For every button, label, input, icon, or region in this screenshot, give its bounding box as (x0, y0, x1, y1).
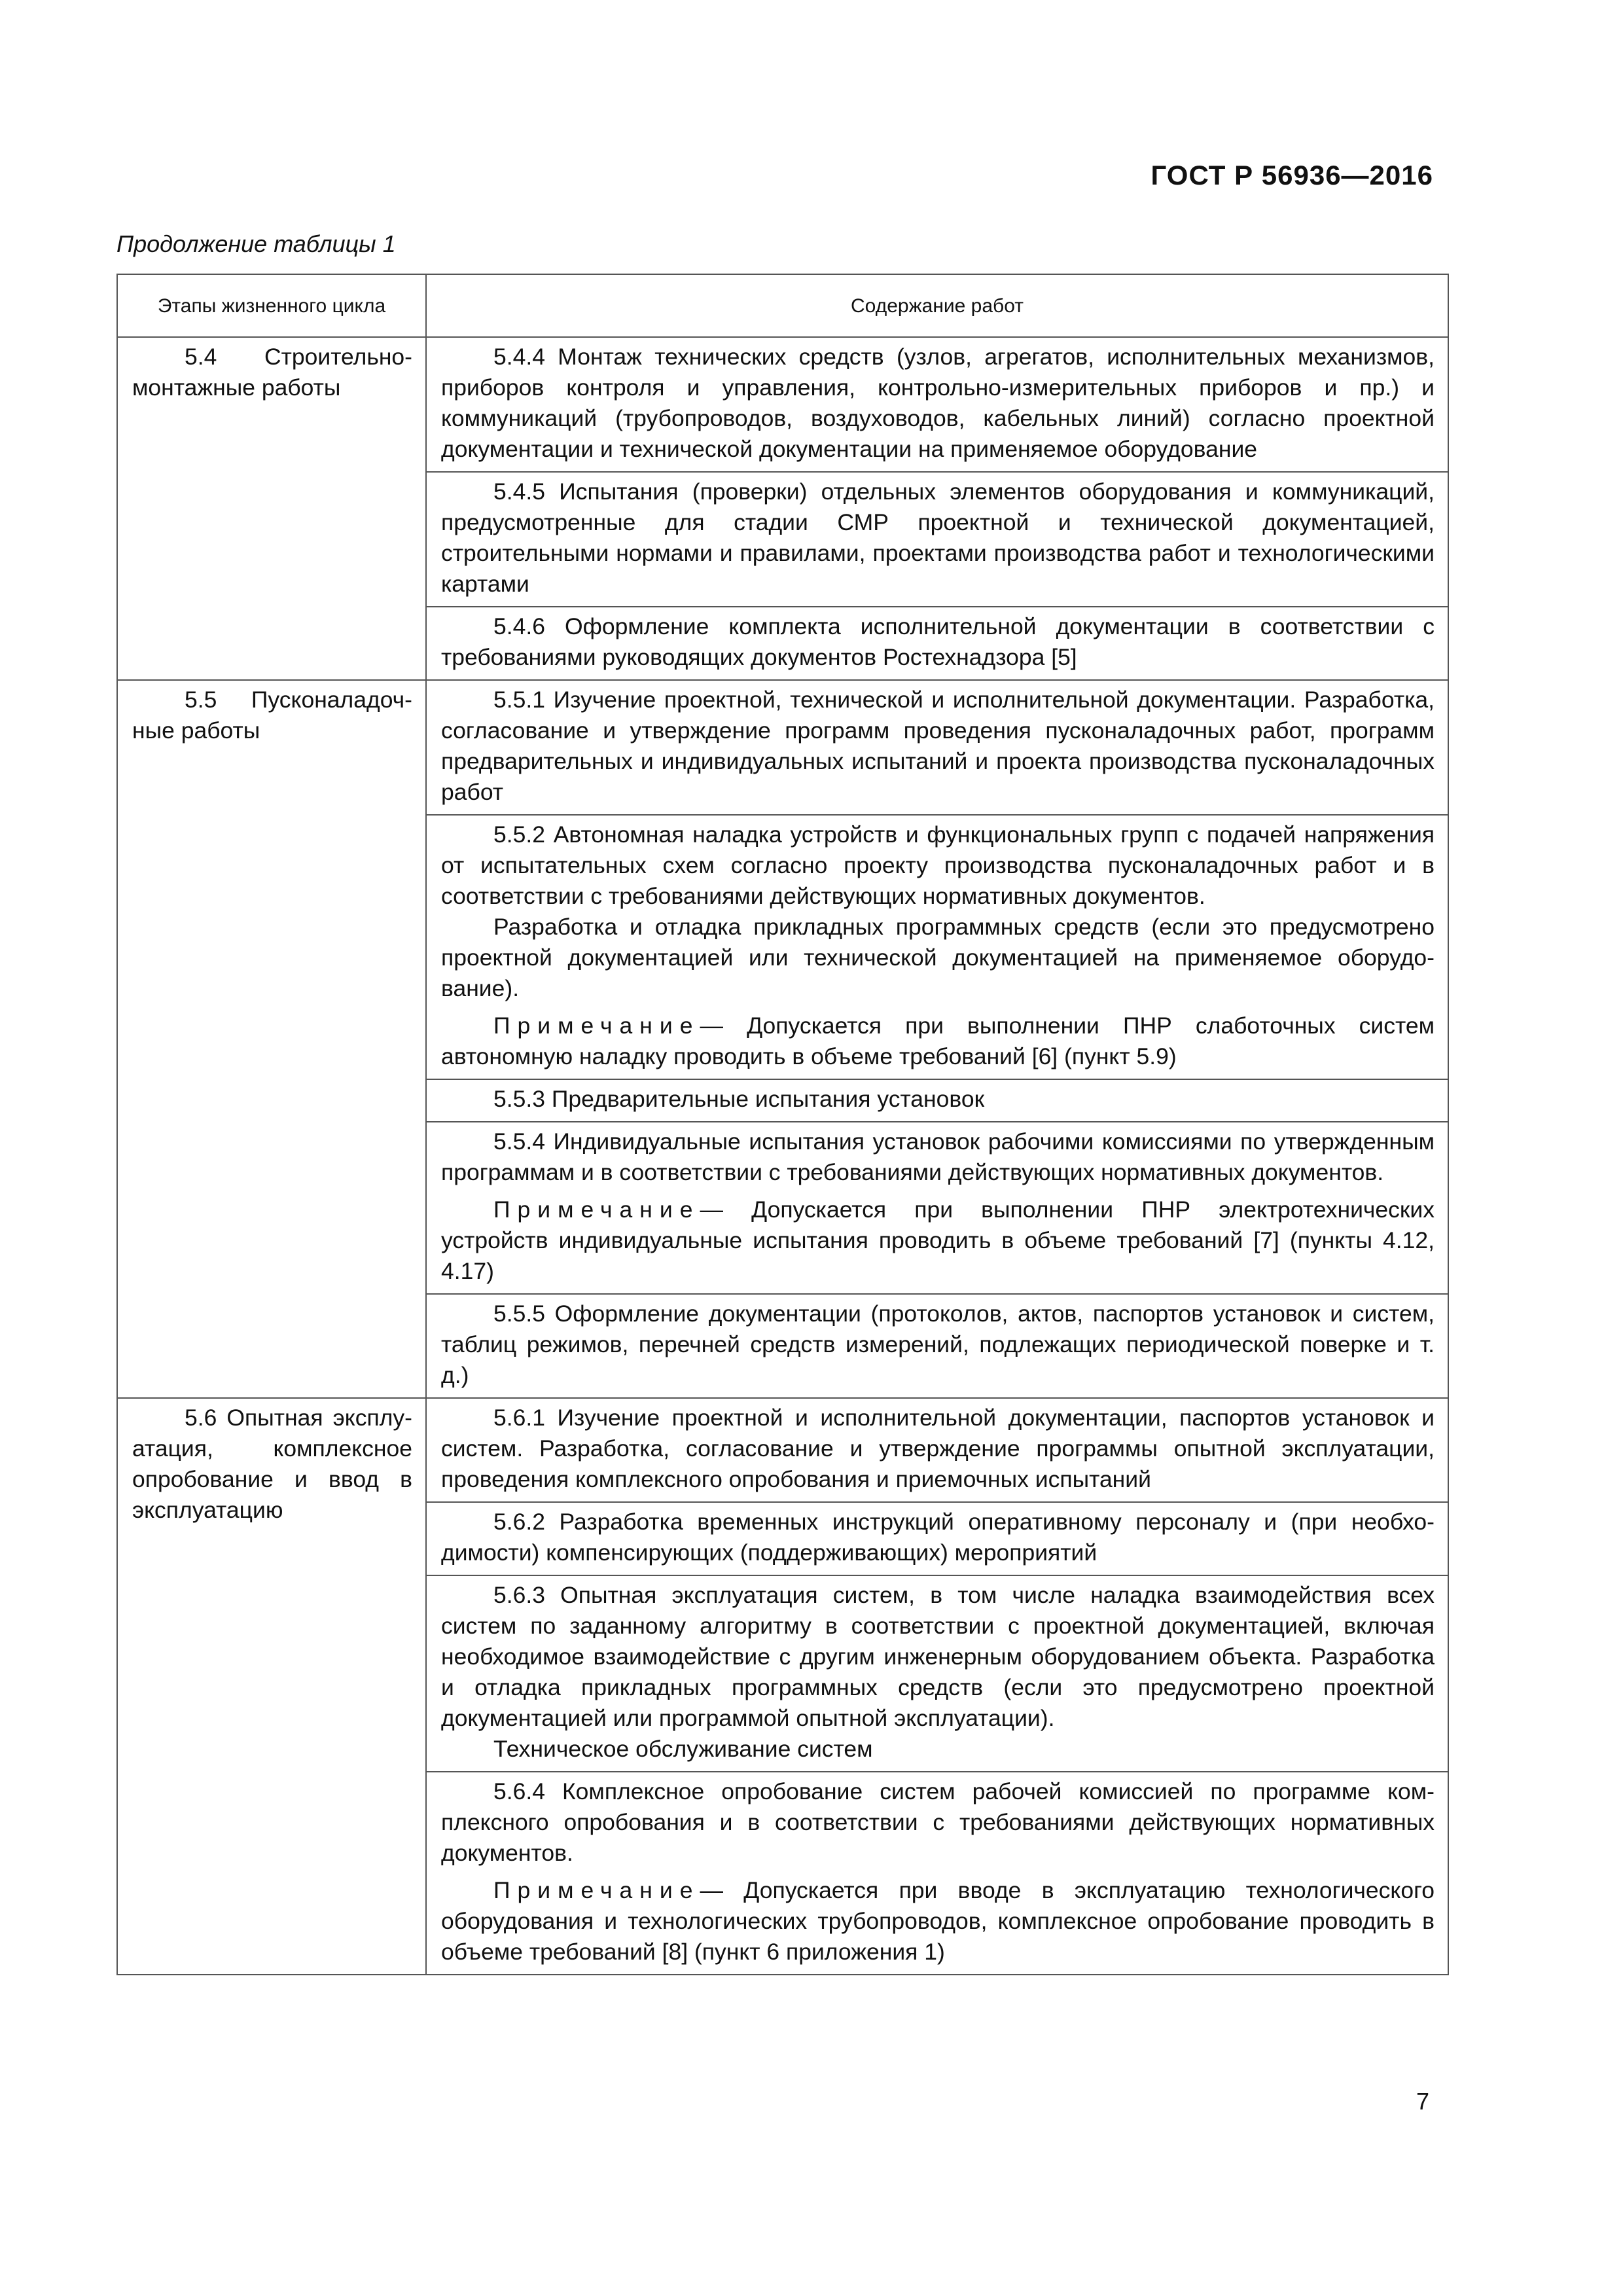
work-text: 5.5.2 Автономная наладка устройств и функциональных групп с подачей напряжения от испытательных схем согласно проекту производства пусконаладочных работ и в соответствии с требованиями действующих нормативных документов. (441, 821, 1435, 909)
work-cell (426, 1502, 1448, 1575)
work-cell (426, 1122, 1448, 1294)
work-text: 5.6.2 Разработка временных инструкций оперативному персоналу и (при необходимости) компенсирующих (поддерживающих) мероприятий (441, 1509, 1435, 1566)
header-content: Содержание работ (426, 274, 1448, 337)
work-text: 5.4.6 Оформление комплекта исполнительной документации в соответствии с требованиями руководящих документов Ростехнадзора [5] (441, 613, 1435, 670)
work-cell (426, 1294, 1448, 1398)
work-cell (426, 1079, 1448, 1122)
work-text: 5.5.5 Оформление документации (протоколов, актов, паспортов установок и систем, таблиц режимов, перечней средств измерений, подлежащих периодической поверке и т. д.) (441, 1300, 1435, 1388)
stage-cell (117, 337, 426, 680)
table-header-row (117, 274, 1448, 337)
work-cell (426, 337, 1448, 472)
table-caption: Продолжение таблицы 1 (116, 230, 396, 257)
note (441, 1011, 1435, 1072)
stage-label: 5.4 Строительно-монтажные работы (132, 344, 412, 401)
note-text: — Допускается при выполнении ПНР электротехнических устройств индивидуальные испытания проводить в объеме требований [7] (пункты 4.12, 4.17) (441, 1196, 1435, 1284)
note-label: Примечание (493, 1877, 700, 1903)
work-text: 5.5.3 Предварительные испытания установок (493, 1086, 985, 1112)
lifecycle-table (116, 274, 1449, 1975)
work-cell (426, 1575, 1448, 1772)
note-label: Примечание (493, 1196, 700, 1223)
table-row (117, 337, 1448, 472)
work-cell (426, 1772, 1448, 1975)
note-text: — Допускается при выполнении ПНР слаботочных систем автономную наладку проводить в объеме требований [6] (пункт 5.9) (441, 1013, 1435, 1069)
work-text: Разработка и отладка прикладных программных средств (если это предусмотрено проектной документацией или технической документацией на применяемое оборудование). (441, 914, 1435, 1001)
work-text: Техническое обслуживание систем (493, 1736, 873, 1762)
stage-cell (117, 680, 426, 1398)
work-text: 5.4.5 Испытания (проверки) отдельных элементов оборудования и коммуникаций, предусмотренные для стадии СМР проектной и технической документацией, строительными нормами и правилами, проектами производства работ и технологическими картами (441, 478, 1435, 597)
standard-code: ГОСТ Р 56936—2016 (1150, 160, 1433, 190)
note (441, 1194, 1435, 1287)
stage-cell (117, 1398, 426, 1975)
page-number: 7 (1416, 2088, 1429, 2115)
work-text: 5.5.1 Изучение проектной, технической и исполнительной документации. Разработка, согласование и утверждение программ проведения пусконаладочных работ, программ предварительных и индивидуальных испытаний и проекта производства пусконаладочных работ (441, 687, 1435, 805)
work-text: 5.6.3 Опытная эксплуатация систем, в том числе наладка взаимодействия всех систем по заданному алгоритму в соответствии с проектной документацией, включая необходимое взаимодействие с другим инженерным оборудованием объекта. Разработка и отладка прикладных программных средств (если это предусмотрено проектной документацией или программой опытной эксплуатации). (441, 1582, 1435, 1731)
table-row (117, 680, 1448, 815)
work-cell (426, 607, 1448, 680)
header-stages: Этапы жизненного цикла (117, 274, 426, 337)
work-text: 5.5.4 Индивидуальные испытания установок рабочими комиссиями по утвержденным программам и в соответствии с требованиями действующих нормативных документов. (441, 1128, 1435, 1185)
stage-label: 5.5 Пусконаладочные работы (132, 687, 412, 744)
work-cell (426, 1398, 1448, 1502)
work-cell (426, 680, 1448, 815)
note-text: — Допускается при вводе в эксплуатацию технологического оборудования и технологических трубопроводов, комплексное опробование проводить в объеме требований [8] (пункт 6 приложения 1) (441, 1877, 1435, 1965)
note (441, 1875, 1435, 1967)
note-label: Примечание (493, 1013, 700, 1039)
work-cell (426, 472, 1448, 607)
table-row (117, 1398, 1448, 1502)
work-text: 5.6.1 Изучение проектной и исполнительной документации, паспортов установок и систем. Разработка, согласование и утверждение программы опытной эксплуатации, проведения комплексного опробования и приемочных испытаний (441, 1405, 1435, 1492)
work-cell (426, 815, 1448, 1079)
stage-label: 5.6 Опытная эксплуатация, комплексное опробование и ввод в эксплуатацию (132, 1405, 412, 1523)
work-text: 5.4.4 Монтаж технических средств (узлов, агрегатов, исполнительных механизмов, приборов контроля и управления, контрольно-измерительных приборов и пр.) и коммуникаций (трубопроводов, воздуховодов, кабельных линий) согласно проектной документации и технической документации на применяемое оборудование (441, 344, 1435, 462)
work-text: 5.6.4 Комплексное опробование систем рабочей комиссией по программе комплексного опробования и в соответствии с требованиями действующих нормативных документов. (441, 1778, 1435, 1866)
